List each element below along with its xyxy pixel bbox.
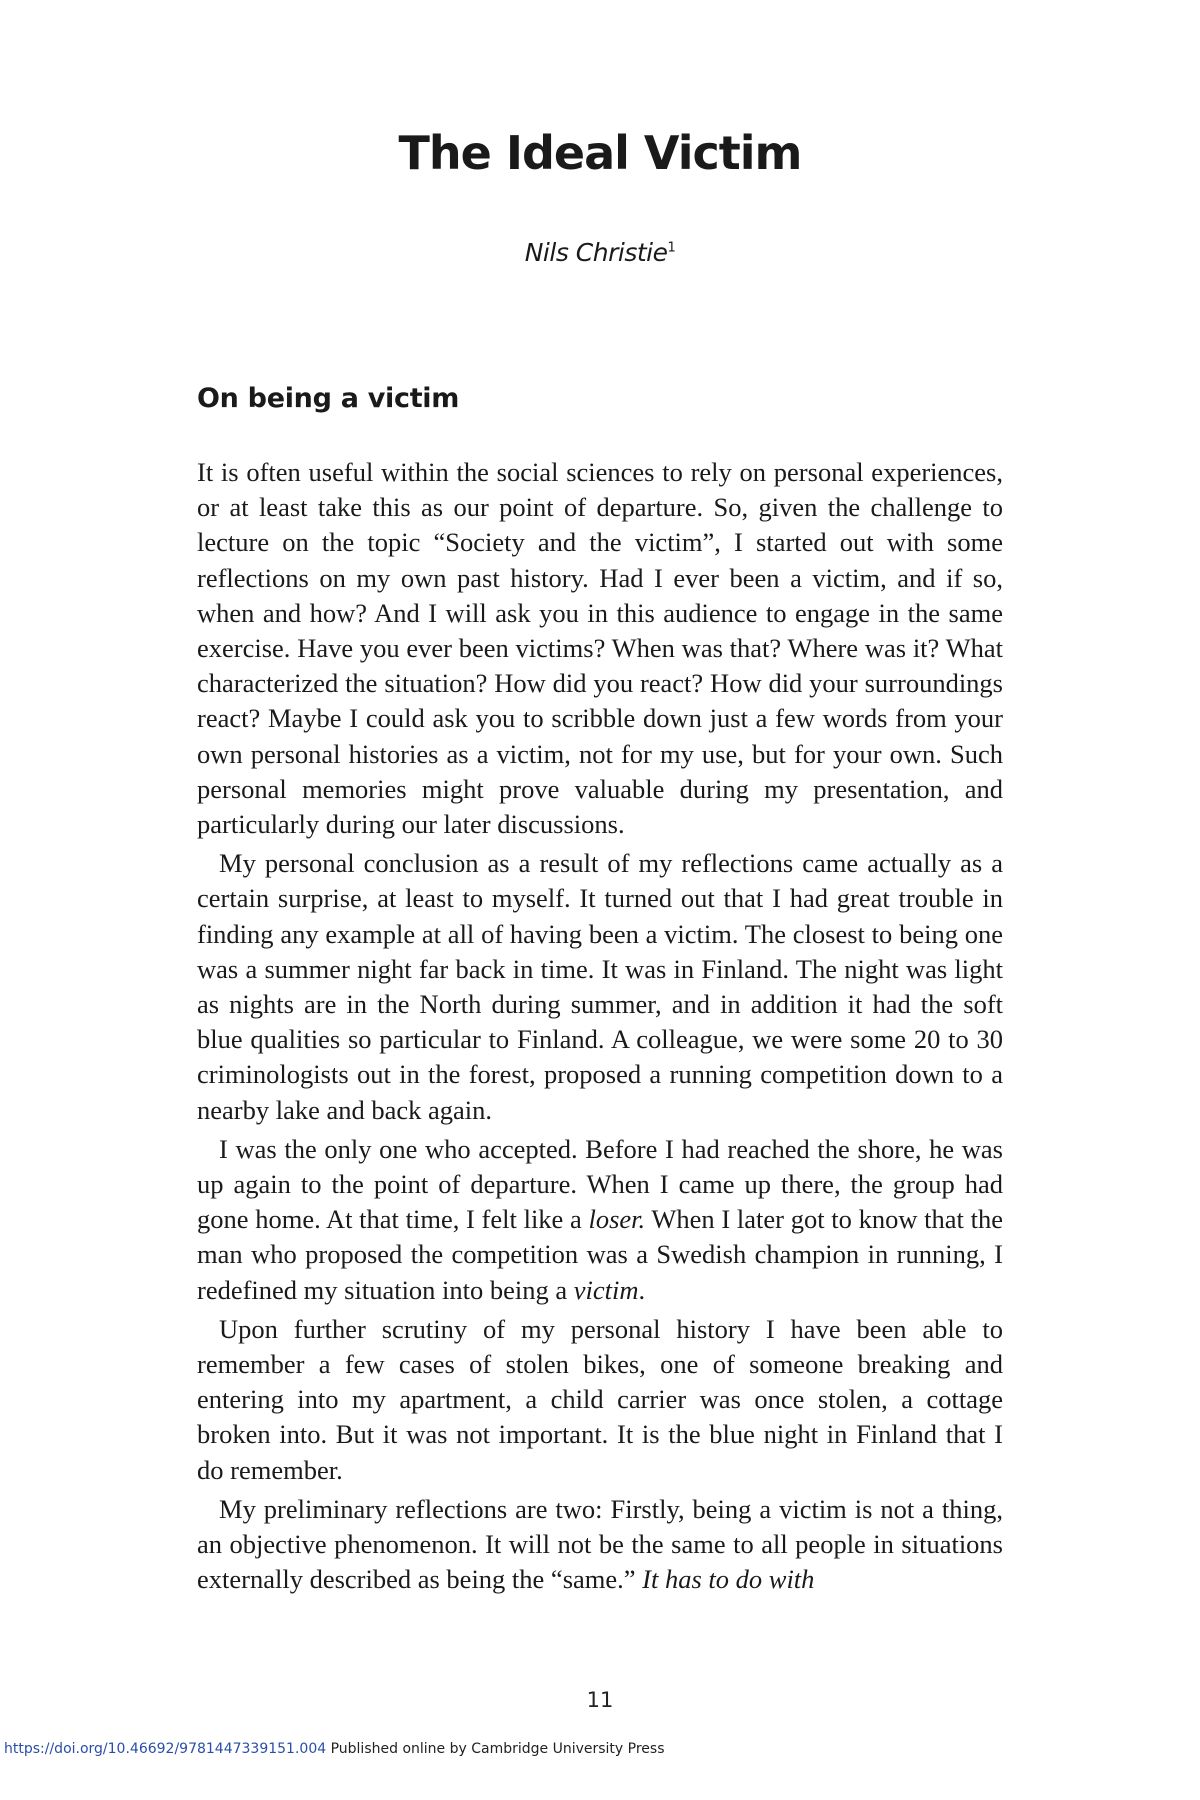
section-heading: On being a victim — [197, 383, 460, 414]
emphasis-it-has-to-do-with: It has to do with — [642, 1564, 815, 1595]
paragraph-1-text: It is often useful within the social sciences to rely on personal experiences, or at least take this as our point of departure. So, given the challenge to lecture on the topic “Society and the victim”, I started out with some reflections on my own past history. Had I ever been a victim, and if so, when and how? And I will ask you in this audience to engage in the same exercise. Have you ever been victims? When was that? Where was it? What characterized the situation? How did you react? How did your surroundings react? Maybe I could ask you to scribble down just a few words from your own personal histories as a victim, not for my use, but for your own. Such personal memories might prove valuable during my presentation, and particularly during our later discussions. — [197, 457, 1003, 840]
paragraph-5-text: My preliminary reflections are two: Firstly, being a victim is not a thing, an objective phenomenon. It will not be the same to all people in situations externally described as being the “same.” — [197, 1493, 1003, 1595]
emphasis-victim: victim — [573, 1274, 639, 1305]
body-text — [197, 455, 1003, 1602]
paragraph-4 — [197, 1312, 1003, 1488]
author-byline — [0, 238, 1200, 267]
paragraph-3-text-middle: When I later got to know that the man who proposed the competition was a Swedish champion in running, I redefined my situation into being a — [197, 1204, 1003, 1305]
paragraph-1 — [197, 455, 1003, 842]
paragraph-3-text-start: I was the only one who accepted. Before I had reached the shore, he was up again to the point of departure. When I came up there, the group had gone home. At that time, I felt like a — [197, 1133, 1003, 1235]
author-name: Nils Christie — [524, 238, 668, 267]
paragraph-3 — [197, 1132, 1003, 1308]
emphasis-loser: loser. — [588, 1204, 646, 1235]
page-title: The Ideal Victim — [398, 126, 802, 180]
footnote-reference[interactable]: 1 — [667, 240, 676, 256]
paragraph-2-text: My personal conclusion as a result of my reflections came actually as a certain surprise, at least to myself. It turned out that I had great trouble in finding any example at all of having been a victim. The closest to being one was a summer night far back in time. It was in Finland. The night was light as nights are in the North during summer, and in addition it had the soft blue qualities so particular to Finland. A colleague, we were some 20 to 30 criminologists out in the forest, proposed a running competition down to a nearby lake and back again. — [197, 848, 1003, 1125]
paragraph-2 — [197, 846, 1003, 1128]
paragraph-3-text-end: . — [638, 1274, 646, 1305]
doi-link[interactable]: https://doi.org/10.46692/9781447339151.004 — [4, 1741, 327, 1757]
footer — [4, 1741, 665, 1757]
paragraph-4-text: Upon further scrutiny of my personal history I have been able to remember a few cases of stolen bikes, one of someone breaking and entering into my apartment, a child carrier was once stolen, a cottage broken into. But it was not important. It is the blue night in Finland that I do remember. — [197, 1313, 1003, 1485]
paragraph-5 — [197, 1492, 1003, 1598]
publisher-note: Published online by Cambridge University Press — [326, 1741, 665, 1757]
page-number: 11 — [586, 1688, 614, 1712]
